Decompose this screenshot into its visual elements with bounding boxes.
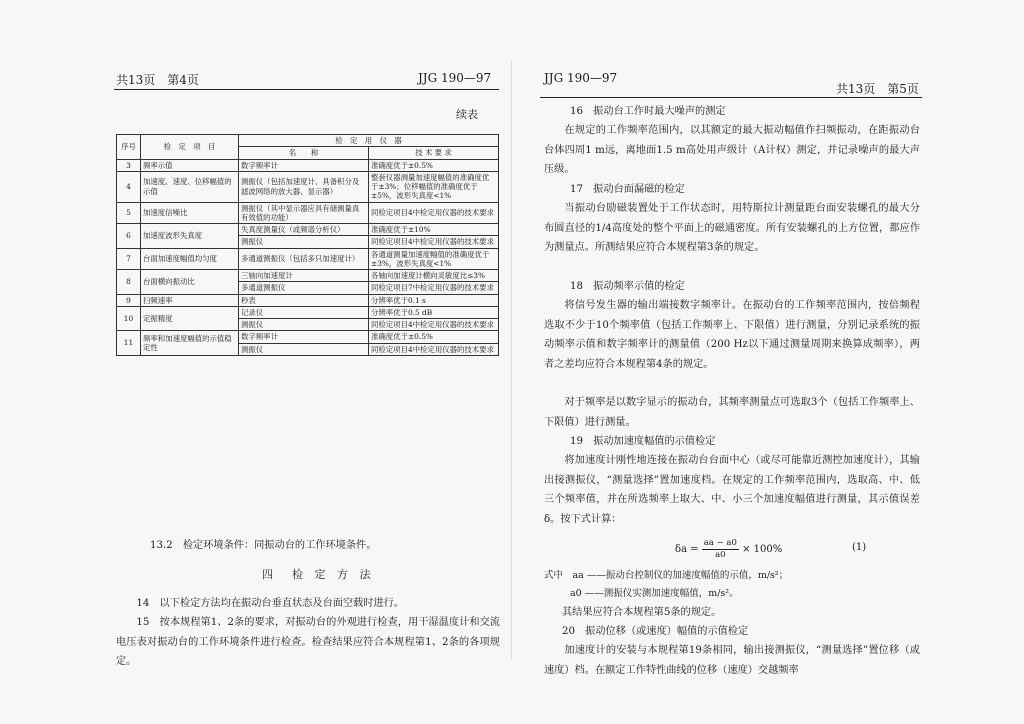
cell-item: 频率示值 bbox=[141, 159, 239, 171]
table-row bbox=[117, 224, 499, 236]
cell-no: 3 bbox=[117, 159, 141, 171]
table-continued-caption: 续表 bbox=[456, 108, 478, 121]
left-page-header-left: 共13页 第4页 bbox=[116, 73, 199, 87]
table-row bbox=[117, 306, 499, 318]
cell-instrument-name: 秒表 bbox=[239, 294, 369, 306]
para-13-2: 13.2 检定环境条件：同振动台的工作环境条件。 bbox=[150, 540, 377, 551]
where-line-1: 式中 aa ——振动台控制仪的加速度幅值的示值，m/s²； bbox=[544, 570, 789, 581]
para-17-body: 当振动台励磁装置处于工作状态时，用特斯拉计测量距台面安装螺孔的最大分布圆直径的1/4高度处的整个平面上的磁通密度。所有安装螺孔的上方位置，都应作为测量点。所测结果应符合本规程第3条的规定。 bbox=[544, 203, 920, 253]
formula-lhs: δa = bbox=[675, 544, 699, 555]
table-header-row bbox=[117, 135, 499, 147]
formula-fraction bbox=[702, 538, 739, 561]
header-no: 序号 bbox=[117, 135, 141, 160]
cell-requirement: 分辨率优于0.5 dB bbox=[369, 306, 499, 318]
header-item: 检 定 项 目 bbox=[141, 135, 239, 160]
right-page bbox=[512, 0, 1024, 724]
cell-instrument-name: 数字频率计 bbox=[239, 331, 369, 343]
para-18-body-2: 对于频率是以数字显示的振动台，其频率测量点可选取3个（包括工作频率上、下限值）进行测量。 bbox=[544, 397, 920, 428]
section-title: 四 检 定 方 法 bbox=[262, 568, 375, 581]
cell-requirement: 同检定项目4中检定用仪器的技术要求 bbox=[369, 343, 499, 355]
table-body bbox=[117, 159, 499, 355]
cell-item: 加速度波形失真度 bbox=[141, 224, 239, 249]
cell-requirement: 同检定项目4中检定用仪器的技术要求 bbox=[369, 202, 499, 224]
table-row bbox=[117, 159, 499, 171]
para-17-title: 17 振动台面漏磁的检定 bbox=[570, 184, 685, 195]
cell-instrument-name: 多通道测振仪（包括多只加速度计） bbox=[239, 248, 369, 270]
table-row bbox=[117, 171, 499, 202]
table-row bbox=[117, 202, 499, 224]
instrument-table bbox=[116, 134, 499, 356]
cell-instrument-name: 测振仪 bbox=[239, 343, 369, 355]
cell-requirement: 同检定项目7中检定用仪器的技术要求 bbox=[369, 282, 499, 294]
para-18-body: 将信号发生器的输出端接数字频率计。在振动台的工作频率范围内，按倍频程选取不少于10个频率值（包括工作频率上、下限值）进行测量，分别记录系统的振动频率示值和数字频率计的测量值（200 Hz以下通过测量周期来换算成频率），两者之差均应符合本规程第4条的规定。 bbox=[544, 300, 920, 370]
para-18-title: 18 振动频率示值的检定 bbox=[570, 281, 685, 292]
cell-no: 11 bbox=[117, 331, 141, 356]
cell-instrument-name: 测振仪 bbox=[239, 236, 369, 248]
cell-requirement: 整套仪器测量加速度幅值的准确度优于±3%；位移幅值的准确度优于±5%，波形失真度<1% bbox=[369, 171, 499, 202]
cell-no: 10 bbox=[117, 306, 141, 331]
table-row bbox=[117, 294, 499, 306]
where-line-2: a0 ——测振仪实测加速度幅值，m/s²。 bbox=[570, 588, 739, 599]
cell-no: 7 bbox=[117, 248, 141, 270]
para-20-body: 加速度计的安装与本规程第19条相同，输出接测振仪，“测量选择”置位移（或速度）档。在额定工作特性曲线的位移（速度）交越频率 bbox=[544, 645, 920, 676]
cell-requirement: 准确度优于±0.5% bbox=[369, 331, 499, 343]
para-19-result: 其结果应符合本规程第5条的规定。 bbox=[562, 607, 722, 618]
para-19-body: 将加速度计刚性地连接在振动台台面中心（或尽可能靠近测控加速度计），其输出接测振仪，“测量选择”置加速度档。在规定的工作频率范围内，选取高、中、低三个频率值，并在所选频率上取大、中、小三个加速度幅值进行测量，其示值误差δ。按下式计算： bbox=[544, 455, 920, 525]
para-15: 15 按本规程第1、2条的要求，对振动台的外观进行检查，用干湿温度计和交流电压表对振动台的工作环境条件进行检查。检查结果应符合本规程第1、2条的各项规定。 bbox=[116, 617, 500, 667]
header-instruments: 检 定 用 仪 器 bbox=[239, 135, 499, 147]
para-16-body: 在规定的工作频率范围内，以其额定的最大振动幅值作扫频振动，在距振动台台体四周1 m远，离地面1.5 m高处用声级计（A计权）测定，并记录噪声的最大声压级。 bbox=[544, 125, 920, 175]
cell-instrument-name: 数字频率计 bbox=[239, 159, 369, 171]
header-name: 名 称 bbox=[239, 147, 369, 159]
cell-item: 加速度信噪比 bbox=[141, 202, 239, 224]
cell-item: 频率和加速度幅值的示值稳定性 bbox=[141, 331, 239, 356]
cell-instrument-name: 失真度测量仪（或频谱分析仪） bbox=[239, 224, 369, 236]
formula-1 bbox=[675, 538, 782, 561]
cell-instrument-name: 三轴向加速度计 bbox=[239, 270, 369, 282]
cell-no: 4 bbox=[117, 171, 141, 202]
formula-number: (1) bbox=[852, 542, 867, 553]
left-header-rule bbox=[114, 89, 499, 90]
cell-item: 加速度、速度、位移幅值的示值 bbox=[141, 171, 239, 202]
formula-rhs: × 100% bbox=[742, 544, 783, 555]
cell-item: 台面加速度幅值均匀度 bbox=[141, 248, 239, 270]
left-page bbox=[0, 0, 510, 724]
table-row bbox=[117, 248, 499, 270]
cell-requirement: 各通道测量加速度幅值的准确度优于±3%，波形失真度<1% bbox=[369, 248, 499, 270]
cell-requirement: 准确度优于±10% bbox=[369, 224, 499, 236]
cell-instrument-name: 记录仪 bbox=[239, 306, 369, 318]
right-page-header-right: 共13页 第5页 bbox=[836, 82, 919, 96]
header-requirements: 技 术 要 求 bbox=[369, 147, 499, 159]
table-row bbox=[117, 270, 499, 282]
para-14: 14 以下检定方法均在振动台垂直状态及台面空载时进行。 bbox=[136, 598, 405, 609]
cell-no: 8 bbox=[117, 270, 141, 295]
cell-no: 6 bbox=[117, 224, 141, 249]
para-16-title: 16 振动台工作时最大噪声的测定 bbox=[570, 106, 726, 117]
cell-no: 9 bbox=[117, 294, 141, 306]
cell-requirement: 分辨率优于0.1 s bbox=[369, 294, 499, 306]
cell-instrument-name: 测振仪（包括加速度计、具备积分及滤波网络的放大器、显示器） bbox=[239, 171, 369, 202]
formula-denominator: a0 bbox=[715, 550, 726, 560]
cell-item: 台面横向振动比 bbox=[141, 270, 239, 295]
cell-instrument-name: 测振仪 bbox=[239, 319, 369, 331]
cell-item: 定振精度 bbox=[141, 306, 239, 331]
para-19-title: 19 振动加速度幅值的示值检定 bbox=[570, 436, 716, 447]
cell-requirement: 同检定项目4中检定用仪器的技术要求 bbox=[369, 319, 499, 331]
left-page-header-right: JJG 190—97 bbox=[418, 71, 492, 85]
cell-instrument-name: 测振仪（其中显示器应具有储测量真有效值的功能） bbox=[239, 202, 369, 224]
right-header-rule bbox=[540, 97, 922, 98]
cell-instrument-name: 多通道测振仪 bbox=[239, 282, 369, 294]
right-page-header-left: JJG 190—97 bbox=[544, 71, 618, 85]
cell-requirement: 同检定项目4中检定用仪器的技术要求 bbox=[369, 236, 499, 248]
cell-requirement: 准确度优于±0.5% bbox=[369, 159, 499, 171]
table-row bbox=[117, 331, 499, 343]
formula-numerator: aa − a0 bbox=[703, 538, 737, 548]
cell-requirement: 各轴向加速度计横向灵敏度比≤3% bbox=[369, 270, 499, 282]
para-20-title: 20 振动位移（或速度）幅值的示值检定 bbox=[562, 626, 749, 637]
cell-no: 5 bbox=[117, 202, 141, 224]
cell-item: 扫频速率 bbox=[141, 294, 239, 306]
